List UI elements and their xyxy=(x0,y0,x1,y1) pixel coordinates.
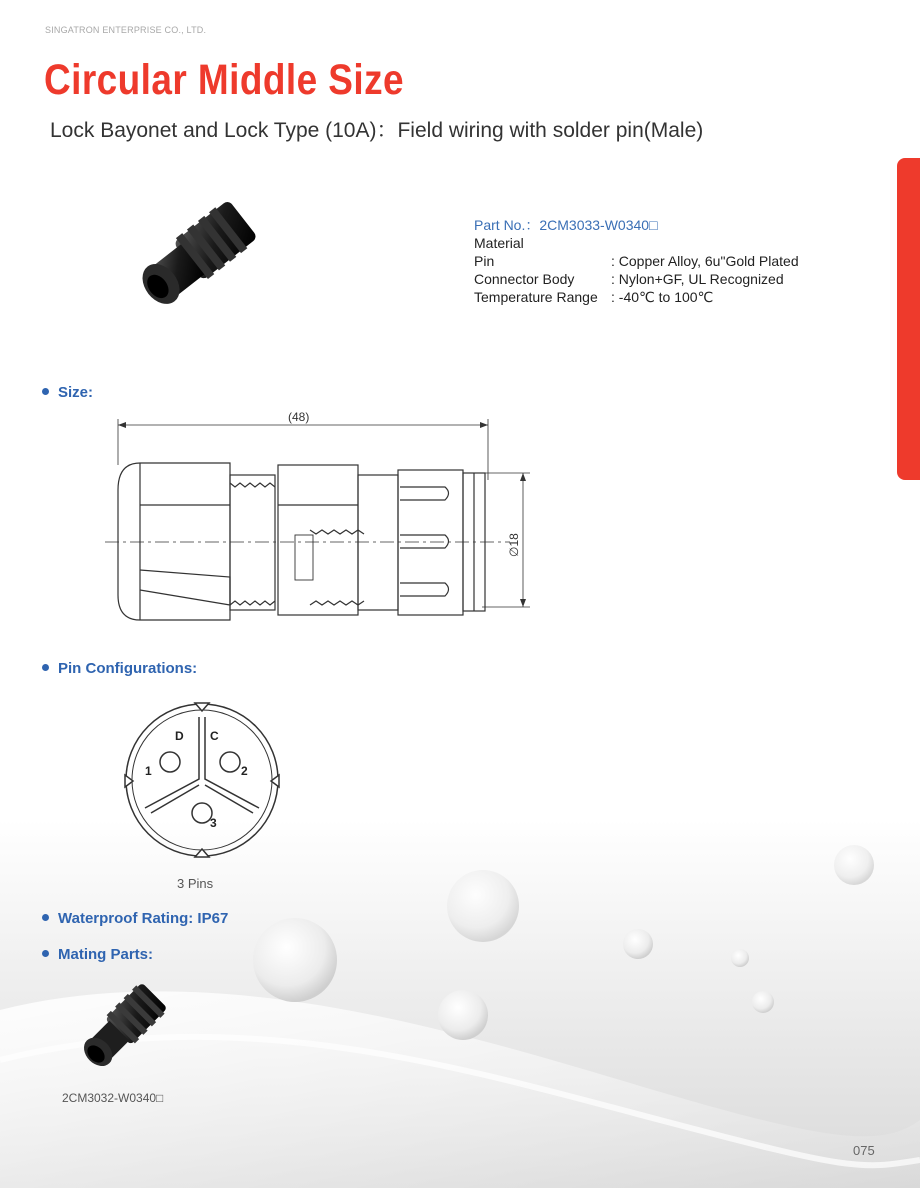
section-size-label: Size: xyxy=(58,384,94,401)
page-title: Circular Middle Size xyxy=(44,56,405,104)
bullet-icon xyxy=(42,914,49,921)
section-waterproof-label: Waterproof Rating: IP67 xyxy=(58,910,229,927)
diameter-dimension: ∅18 xyxy=(507,533,521,557)
pin-label-c: C xyxy=(210,729,219,743)
spec-row xyxy=(474,252,799,270)
pin-diagram xyxy=(115,695,290,865)
product-photo xyxy=(140,190,300,335)
dimension-drawing xyxy=(100,405,540,635)
section-pin-config-label: Pin Configurations: xyxy=(58,660,198,677)
spec-value: : Copper Alloy, 6u"Gold Plated xyxy=(611,253,799,269)
part-number: Part No.：2CM3033-W0340□ xyxy=(474,217,658,233)
section-size xyxy=(42,384,93,401)
spec-key: Connector Body xyxy=(474,271,575,287)
spec-value: : Nylon+GF, UL Recognized xyxy=(611,271,784,287)
pin-label-2: 2 xyxy=(241,764,248,778)
pin-label-1: 1 xyxy=(145,764,152,778)
section-tab xyxy=(897,158,920,480)
page-subtitle: Lock Bayonet and Lock Type (10A)：Field wiring with solder pin(Male) xyxy=(50,119,704,142)
bubble-decoration xyxy=(253,918,337,1002)
spec-key: Temperature Range xyxy=(474,289,598,305)
spec-row xyxy=(474,270,799,288)
length-dimension: (48) xyxy=(288,410,310,424)
mating-part-photo xyxy=(65,975,185,1075)
material-label: Material xyxy=(474,235,524,251)
spec-block xyxy=(474,216,799,306)
bullet-icon xyxy=(42,664,49,671)
section-mating xyxy=(42,946,153,963)
bullet-icon xyxy=(42,388,49,395)
spec-row xyxy=(474,288,799,306)
company-name: SINGATRON ENTERPRISE CO., LTD. xyxy=(45,25,207,35)
section-pin-config xyxy=(42,660,197,677)
pin-label-d: D xyxy=(175,729,184,743)
pin-diagram-caption: 3 Pins xyxy=(177,876,214,891)
section-waterproof xyxy=(42,910,228,927)
spec-value: : -40℃ to 100℃ xyxy=(611,289,714,305)
page-number: 075 xyxy=(853,1143,875,1158)
section-mating-label: Mating Parts: xyxy=(58,946,154,963)
bullet-icon xyxy=(42,950,49,957)
spec-key: Pin xyxy=(474,253,495,269)
pin-label-3: 3 xyxy=(210,816,217,830)
mating-part-caption: 2CM3032-W0340□ xyxy=(62,1091,164,1105)
